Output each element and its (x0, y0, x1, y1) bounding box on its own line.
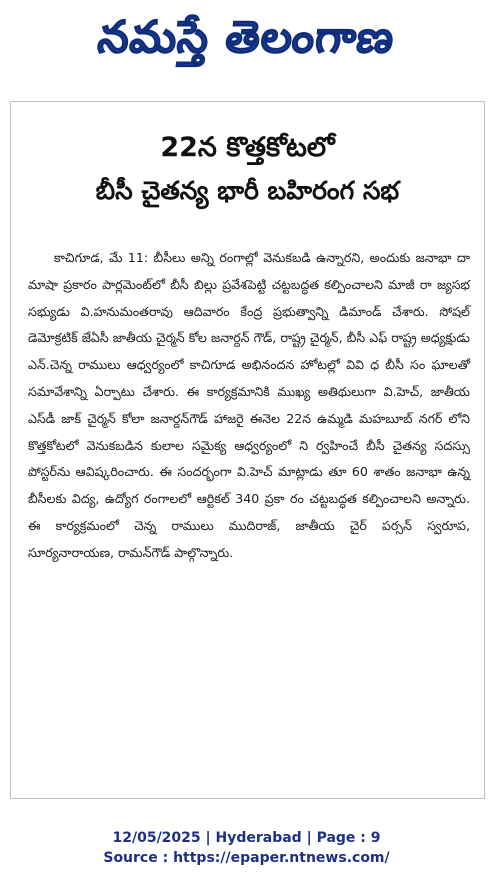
masthead (0, 0, 493, 84)
article-headline (11, 128, 484, 212)
article-body: కాచిగూడ, మే 11: బీసీలు అన్ని రంగాల్లో వెనుకబడి ఉన్నారని, అందుకు జనాభా దా మాషా ప్రకారం పార్లమెంట్‌లో బీసీ బిల్లు ప్రవేశపెట్టి చట్టబద్ధత కల్పించాలని మాజీ రా జ్యసభ సభ్యుడు వి.హనుమంతరావు ఆదివారం కేంద్ర ప్రభుత్వాన్ని డిమాండ్ చేశారు. సోషల్ డెమోక్రటిక్ జేఏసీ జాతీయ చైర్మన్ కోల జనార్దన్ గౌడ్, రాష్ట్ర చైర్మన్, బీసీ ఎఫ్ రాష్ట్ర అధ్యక్షుడు ఎన్.చెన్న రాములు ఆధ్వర్యంలో కాచిగూడ అభినందన హోటల్లో వివి ధ బీసీ సం ఘాలతో సమావేశాన్ని ఏర్పాటు చేశారు. ఈ కార్యక్రమానికి ముఖ్య అతిథులుగా వి.హెచ్, జాతీయ ఎస్‌డీ జాక్ చైర్మన్ కోలా జనార్దన్‌గౌడ్ హాజరై ఈనెల 22న ఉమ్మడి మహబూబ్ నగర్ లోని కొత్తకోటలో వెనుకబడిన కులాల సమైక్య ఆధ్వర్యంలో ని ర్వహించే బీసీ చైతన్య సదస్సు పోస్టర్‌ను ఆవిష్కరించారు. ఈ సందర్భంగా వి.హెచ్ మాట్లాడు తూ 60 శాతం జనాభా ఉన్న బీసీలకు విద్య, ఉద్యోగ రంగాలలో ఆర్టికల్ 340 ప్రకా రం చట్టబద్ధత కల్పించాలని అన్నారు. ఈ కార్యక్రమంలో చెన్న రాములు ముదిరాజ్, జాతీయ చైర్ పర్సన్ స్వరూప, సూర్యనారాయణ, రామన్‌గౌడ్ పాల్గొన్నారు. (28, 250, 470, 560)
article-clipping (10, 101, 485, 799)
headline-line-2: బీసీ చైతన్య భారీ బహిరంగ సభ (95, 176, 400, 205)
headline-line-1: 22న కొత్తకోటలో (160, 132, 335, 163)
source-footer (0, 828, 493, 868)
edition-info: 12/05/2025 | Hyderabad | Page : 9 (112, 830, 381, 846)
newspaper-logo-title: నమస్తే తెలంగాణ (95, 12, 398, 63)
source-link[interactable]: Source : https://epaper.ntnews.com/ (103, 850, 390, 866)
